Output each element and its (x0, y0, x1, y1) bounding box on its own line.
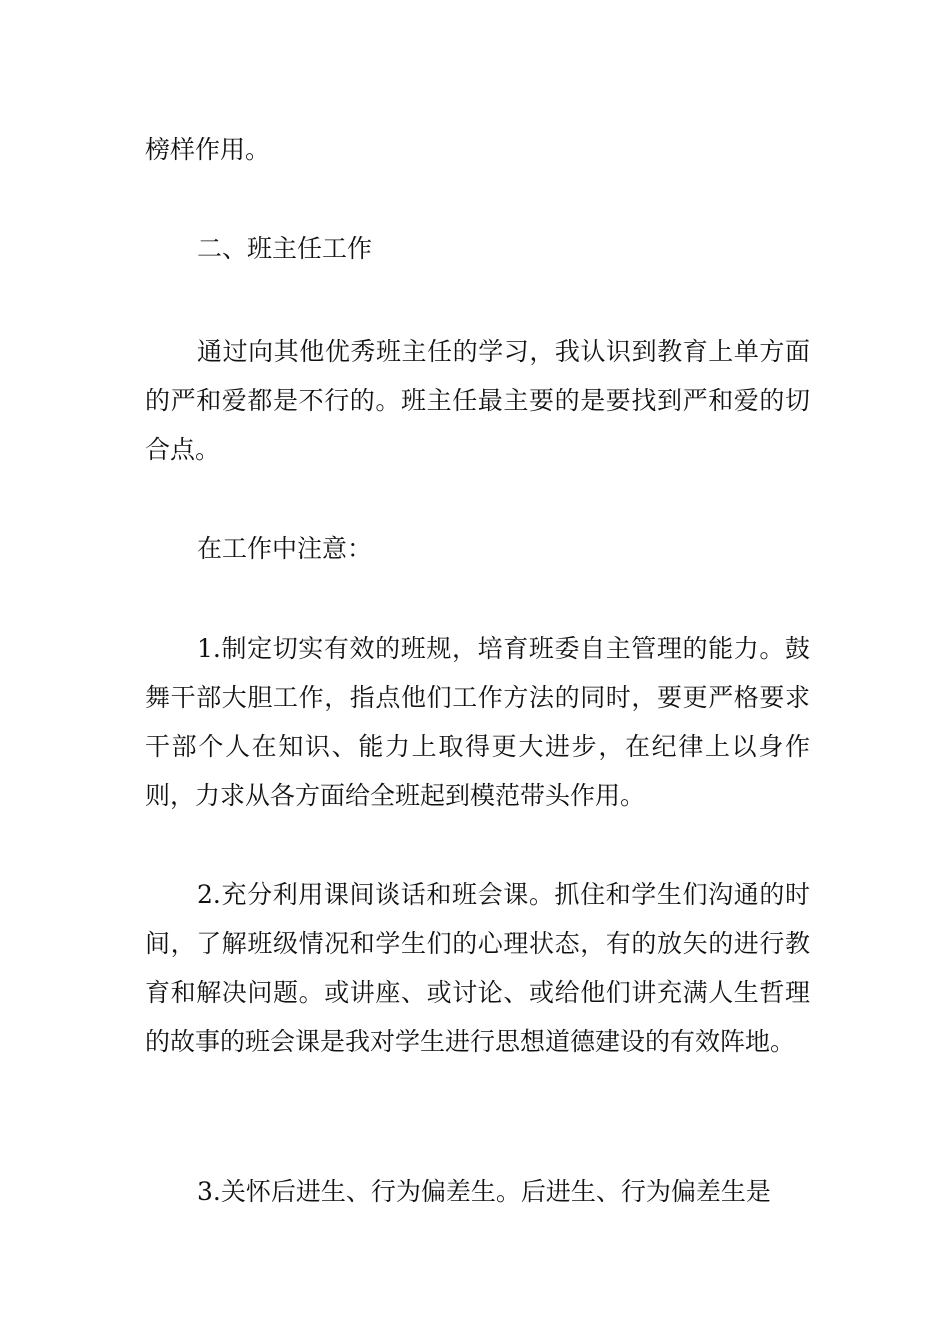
list-item (145, 870, 810, 1066)
list-item (145, 624, 810, 820)
list-item-text: 3.关怀后进生、行为偏差生。后进生、行为偏差生是 (197, 1177, 771, 1206)
paragraph-text: 通过向其他优秀班主任的学习，我认识到教育上单方面的严和爱都是不行的。班主任最主要的是要找到严和爱的切合点。 (145, 337, 810, 464)
paragraph-continuation (145, 125, 810, 174)
list-item-text: 2.充分利用课间谈话和班会课。抓住和学生们沟通的时间，了解班级情况和学生们的心理状态，有的放矢的进行教育和解决问题。或讲座、或讨论、或给他们讲充满人生哲理的故事的班会课是我对学生进行思想道德建设的有效阵地。 (145, 880, 810, 1056)
section-heading (145, 224, 810, 273)
paragraph (145, 327, 810, 474)
list-item-text: 1.制定切实有效的班规，培育班委自主管理的能力。鼓舞干部大胆工作，指点他们工作方法的同时，要更严格要求干部个人在知识、能力上取得更大进步，在纪律上以身作则，力求从各方面给全班起到模范带头作用。 (145, 634, 810, 810)
paragraph-text: 榜样作用。 (145, 135, 271, 164)
list-item (145, 1167, 810, 1216)
paragraph-text: 在工作中注意： (197, 534, 373, 563)
paragraph (145, 524, 810, 573)
heading-text: 二、班主任工作 (197, 234, 373, 263)
